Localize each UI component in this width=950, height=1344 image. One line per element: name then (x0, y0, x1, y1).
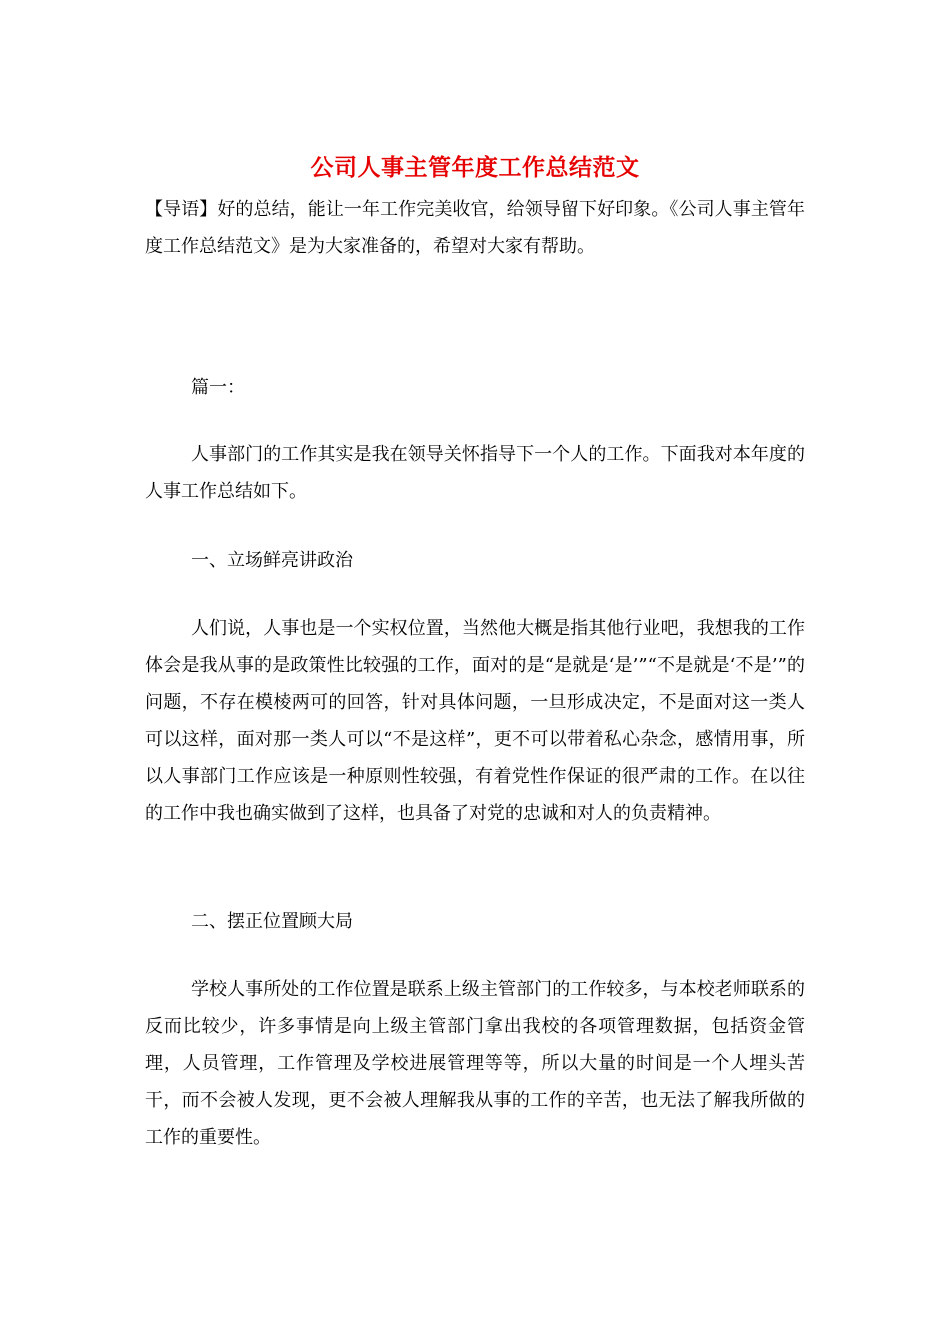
body-paragraph: 人事部门的工作其实是我在领导关怀指导下一个人的工作。下面我对本年度的人事工作总结如下。 (145, 444, 805, 502)
body-paragraph: 人们说，人事也是一个实权位置，当然他大概是指其他行业吧，我想我的工作体会是我从事的是政策性比较强的工作，面对的是“是就是‘是’”“不是就是‘不是’”的问题，不存在模棱两可的回答，针对具体问题，一旦形成决定，不是面对这一类人可以这样，面对那一类人可以“不是这样”，更不可以带着私心杂念，感情用事，所以人事部门工作应该是一种原则性较强，有着党性作保证的很严肃的工作。在以往的工作中我也确实做到了这样，也具备了对党的忠诚和对人的负责精神。 (145, 618, 805, 824)
document-title: 公司人事主管年度工作总结范文 (310, 154, 640, 181)
section-heading: 二、摆正位置顾大局 (191, 911, 353, 932)
section-label: 篇一： (191, 377, 245, 398)
body-paragraph: 学校人事所处的工作位置是联系上级主管部门的工作较多，与本校老师联系的反而比较少，许多事情是向上级主管部门拿出我校的各项管理数据，包括资金管理，人员管理，工作管理及学校进展管理等等，所以大量的时间是一个人埋头苦干，而不会被人发现，更不会被人理解我从事的工作的辛苦，也无法了解我所做的工作的重要性。 (145, 979, 805, 1148)
intro-block (145, 191, 805, 265)
section-heading: 一、立场鲜亮讲政治 (191, 550, 353, 571)
heading-1-block (145, 542, 805, 579)
heading-2-block (145, 903, 805, 940)
paragraph-2-block (145, 610, 805, 832)
intro-paragraph: 【导语】好的总结，能让一年工作完美收官，给领导留下好印象。《公司人事主管年度工作总结范文》是为大家准备的，希望对大家有帮助。 (145, 199, 805, 257)
section-label-block (145, 369, 805, 406)
paragraph-1-block (145, 436, 805, 510)
paragraph-3-block (145, 971, 805, 1156)
